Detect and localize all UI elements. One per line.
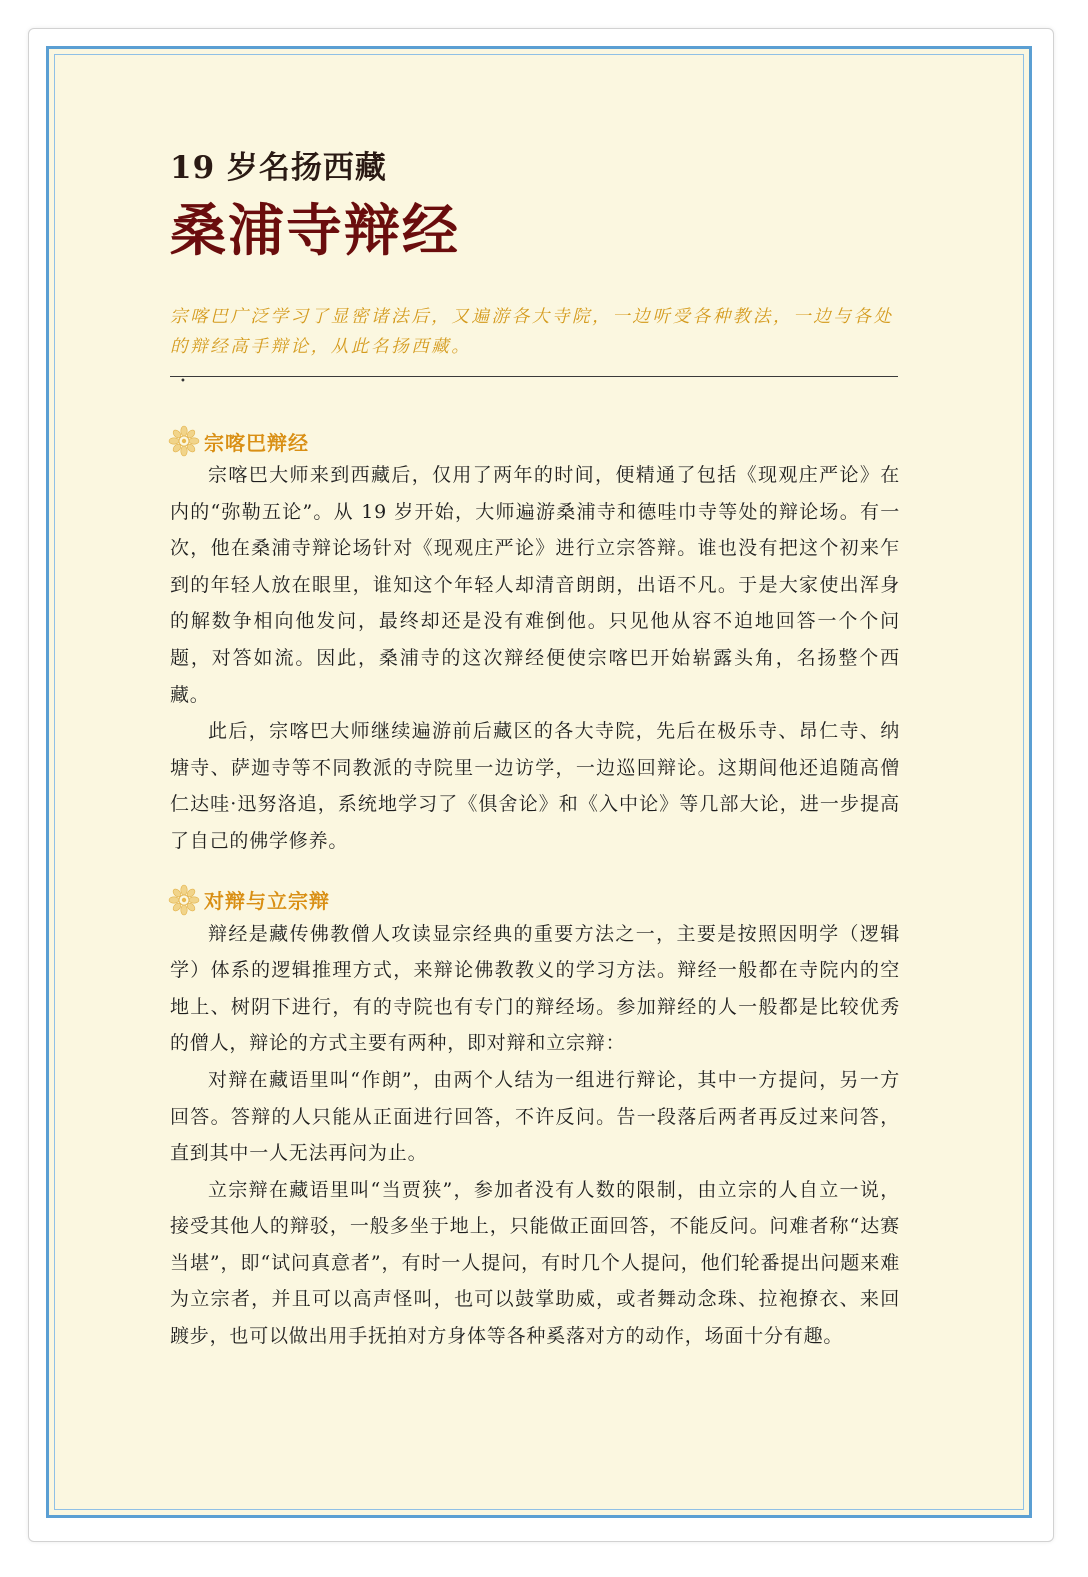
section-title: 对辩与立宗辩 [204, 889, 330, 914]
flower-ornament-icon [168, 884, 200, 916]
paragraph: 立宗辩在藏语里叫“当贾狭”，参加者没有人数的限制，由立宗的人自立一说，接受其他人的辩驳，一般多坐于地上，只能做正面回答，不能反问。问难者称“达赛当堪”，即“试问真意者”，有时一人提问，有时几个人提问，他们轮番提出问题来难为立宗者，并且可以高声怪叫，也可以鼓掌助威，或者舞动念珠、拉袍撩衣、来回踱步，也可以做出用手抚拍对方身体等各种奚落对方的动作，场面十分有趣。 [170, 1178, 900, 1348]
paragraph: 辩经是藏传佛教僧人攻读显宗经典的重要方法之一，主要是按照因明学（逻辑学）体系的逻辑推理方式，来辩论佛教教义的学习方法。辩经一般都在寺院内的空地上、树阴下进行，有的寺院也有专门的辩经场。参加辩经的人一般都是比较优秀的僧人，辩论的方式主要有两种，即对辩和立宗辩： [170, 922, 900, 1055]
paragraph: 宗喀巴大师来到西藏后，仅用了两年的时间，便精通了包括《现观庄严论》在内的“弥勒五论”。从 19 岁开始，大师遍游桑浦寺和德哇巾寺等处的辩论场。有一次，他在桑浦寺辩论场针对《现观庄严论》进行立宗答辩。谁也没有把这个初来乍到的年轻人放在眼里，谁知这个年轻人却清音朗朗，出语不凡。于是大家使出浑身的解数争相向他发问，最终却还是没有难倒他。只见他从容不迫地回答一个个问题，对答如流。因此，桑浦寺的这次辩经便使宗喀巴开始崭露头角，名扬整个西藏。 [170, 464, 900, 706]
flower-ornament-icon [168, 425, 200, 457]
section-body-1 [170, 457, 900, 860]
lead-paragraph: 宗喀巴广泛学习了显密诸法后，又遍游各大寺院，一边听受各种教法，一边与各处的辩经高手辩论，从此名扬西藏。 [170, 307, 894, 357]
section-heading-2 [168, 884, 900, 916]
section-heading-1 [168, 425, 900, 457]
paragraph: 此后，宗喀巴大师继续遍游前后藏区的各大寺院，先后在极乐寺、昂仁寺、纳塘寺、萨迦寺等不同教派的寺院里一边访学，一边巡回辩论。这期间他还追随高僧仁达哇·迅努洛追，系统地学习了《俱舍论》和《入中论》等几部大论，进一步提高了自己的佛学修养。 [170, 720, 900, 852]
divider-dot: • [180, 376, 186, 387]
section-title: 宗喀巴辩经 [204, 430, 309, 455]
paragraph: 对辩在藏语里叫“作朗”，由两个人结为一组进行辩论，其中一方提问，另一方回答。答辩的人只能从正面进行回答，不许反问。告一段落后两者再反过来问答，直到其中一人无法再问为止。 [170, 1068, 900, 1165]
article [170, 140, 900, 1355]
section-body-2 [170, 916, 900, 1355]
kicker: 19 岁名扬西藏 [170, 150, 387, 186]
page-title: 桑浦寺辩经 [170, 198, 460, 264]
